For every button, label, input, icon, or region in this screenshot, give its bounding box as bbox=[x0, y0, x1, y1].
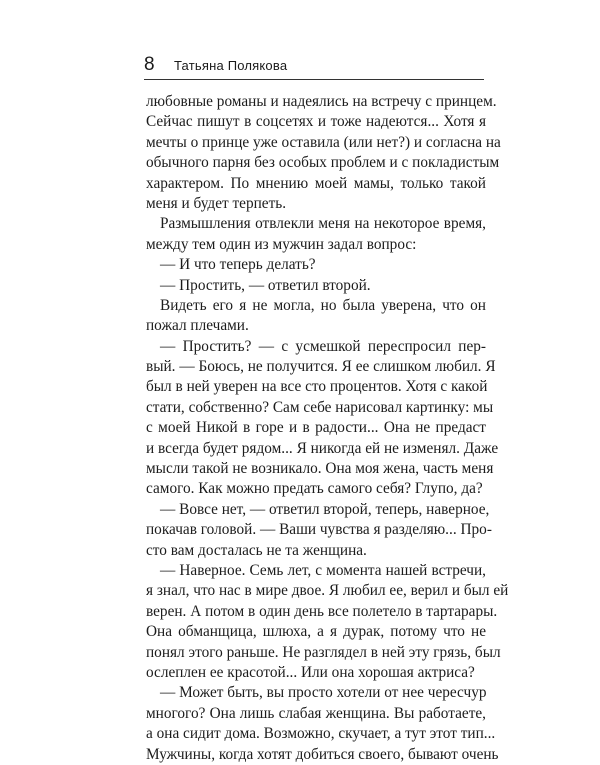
text-line: мечты о принце уже оставила (или нет?) и согласна на bbox=[146, 133, 501, 151]
text-line: Мужчины, когда хотят добиться своего, бывают очень bbox=[146, 745, 499, 763]
text-line: любовные романы и надеялись на встречу с принцем. bbox=[146, 93, 497, 110]
text-line: — Наверное. Семь лет, с момента нашей встречи, bbox=[160, 561, 486, 579]
text-line: и всегда будет рядом... Я никогда ей не изменял. Даже bbox=[146, 439, 499, 457]
text-line: покачав головой. — Ваши чувства я разделяю... Про- bbox=[146, 521, 492, 539]
text-line: Размышления отвлекли меня на некоторое время, bbox=[160, 215, 486, 233]
text-line: вый. — Боюсь, не получится. Я ее слишком любил. Я bbox=[146, 358, 496, 376]
text-line: обычного парня без особых проблем и с покладистым bbox=[146, 154, 500, 172]
text-line: многого? Она лишь слабая женщина. Вы работаете, bbox=[146, 704, 486, 722]
text-line: сто вам досталась не та женщина. bbox=[146, 541, 367, 559]
text-line: понял этого раньше. Не разглядел в ней эту грязь, был bbox=[146, 643, 501, 661]
text-line: я знал, что нас в мире двое. Я любил ее, верил и был ей bbox=[146, 582, 509, 600]
text-line: — Простить, — ответил второй. bbox=[160, 276, 371, 294]
text-line: ослеплен ее красотой... Или она хорошая актриса? bbox=[146, 663, 475, 681]
running-head-author: Татьяна Полякова bbox=[174, 58, 288, 73]
text-line: был в ней уверен на все сто процентов. Хотя с какой bbox=[146, 378, 488, 396]
text-line: верен. А потом в один день все полетело в тартарары. bbox=[146, 602, 498, 620]
text-line: — Вовсе нет, — ответил второй, теперь, наверное, bbox=[160, 500, 490, 518]
text-line: — Простить? — с усмешкой переспросил пер- bbox=[160, 337, 486, 355]
body-text bbox=[146, 92, 509, 765]
text-line: мысли такой не возникало. Она моя жена, часть меня bbox=[146, 460, 494, 478]
text-line: — И что теперь делать? bbox=[160, 256, 316, 274]
text-line: характером. По мнению моей мамы, только такой bbox=[146, 174, 486, 192]
text-line: Она обманщица, шлюха, а я дурак, потому что не bbox=[146, 623, 486, 641]
page-header bbox=[144, 54, 484, 84]
text-line: пожал плечами. bbox=[146, 317, 249, 335]
page-number: 8 bbox=[144, 54, 155, 75]
header-rule bbox=[144, 79, 484, 80]
text-line: меня и будет терпеть. bbox=[146, 194, 287, 212]
text-line: а она сидит дома. Возможно, скучает, а тут этот тип... bbox=[146, 725, 496, 743]
text-line: с моей Никой в горе и в радости... Она не предаст bbox=[146, 419, 486, 437]
text-line: стати, собственно? Сам себе нарисовал картинку: мы bbox=[146, 398, 494, 416]
text-line: Сейчас пишут в соцсетях и тоже надеются... Хотя я bbox=[146, 113, 486, 131]
text-line: Видеть его я не могла, но была уверена, что он bbox=[160, 296, 486, 314]
text-line: между тем один из мужчин задал вопрос: bbox=[146, 235, 417, 253]
text-line: самого. Как можно предать самого себя? Глупо, да? bbox=[146, 480, 483, 498]
text-line: — Может быть, вы просто хотели от нее чересчур bbox=[160, 684, 487, 702]
